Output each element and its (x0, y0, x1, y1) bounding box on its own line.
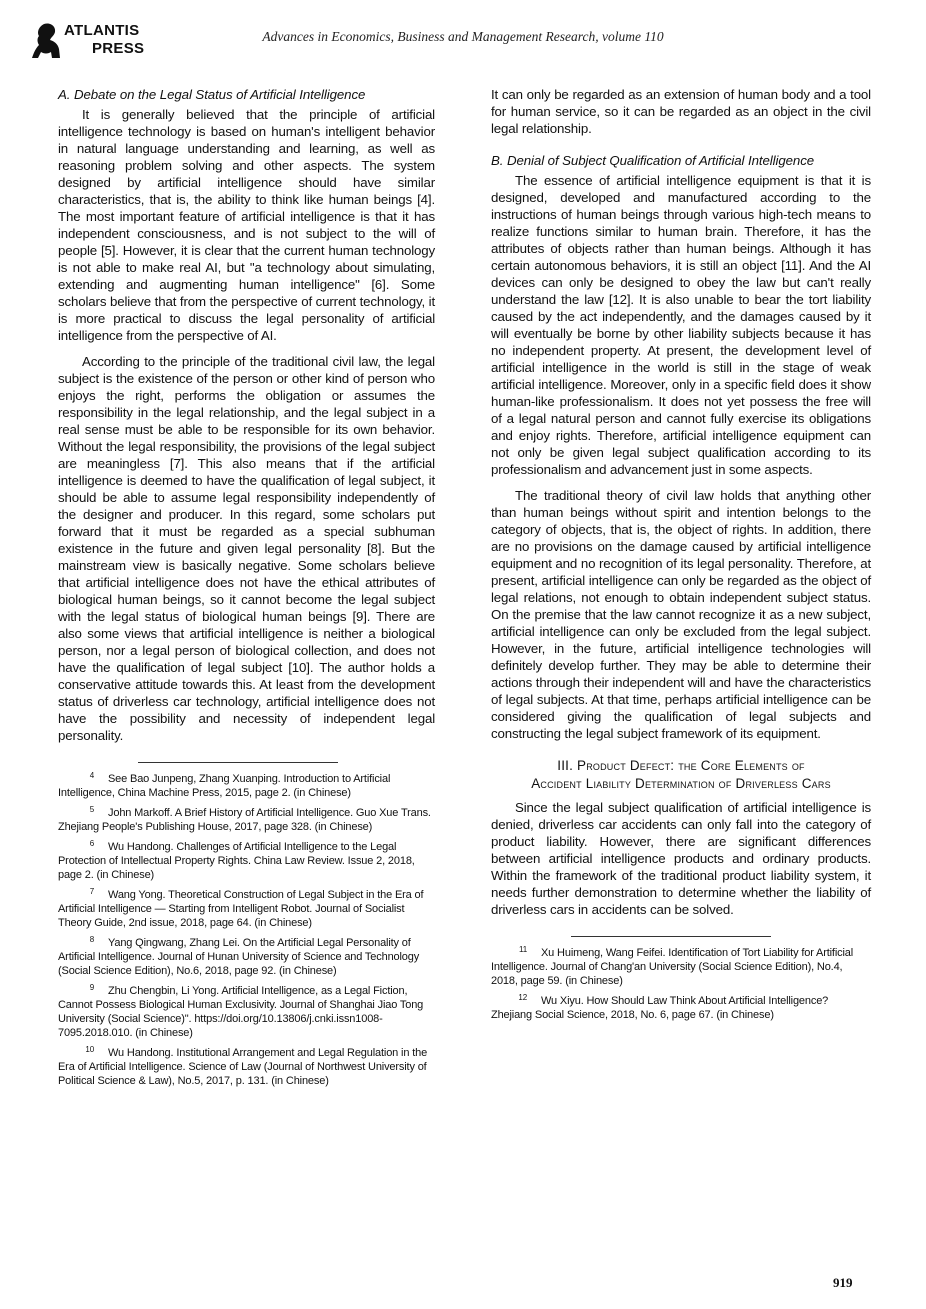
left-column (58, 86, 435, 1091)
logo-line-2: PRESS (92, 40, 145, 57)
footnote-divider (138, 762, 338, 763)
footnote: $^4$ See Bao Junpeng, Zhang Xuanping. Introduction to Artificial Intelligence, China Machine Press, 2015, page 2. (in Chinese) (58, 771, 391, 799)
footnote: $^9$ Zhu Chengbin, Li Yong. Artificial Intelligence, as a Legal Fiction, Cannot Possess Biological Human Exclusivity. Journal of Shanghai Jiao Tong University (Social Science)". https://doi.org/10.13806/j.cnki.issn1008-7095.2018.010. (in Chinese) (58, 983, 424, 1039)
footnote: $^{12}$ Wu Xiyu. How Should Law Think About Artificial Intelligence? Zhejiang Social Science, 2018, No. 6, page 67. (in Chinese) (491, 993, 829, 1021)
page-number: 919 (833, 1275, 853, 1290)
paragraph: The traditional theory of civil law holds that anything other than human beings without spirit and intention belongs to the category of objects, that is, the object of rights. In addition, there are no provisions on the damage caused by artificial intelligence equipment and no recognition of its legal personality. Therefore, at present, artificial intelligence can only be regarded as the object of legal relations, not enough to obtain independent subject status. On the premise that the law cannot recognize it as a new subject, artificial intelligence can only be excluded from the legal subject. However, in the future, artificial intelligence technologies will definitely develop further. They may be able to determine their actions through their independent will and have the characteristics of legal subjects. At that time, perhaps artificial intelligence can be considered giving the qualification of legal subjects and constructing the legal subject framework of its equipment. (491, 488, 871, 741)
right-column (491, 86, 871, 1025)
chapter-heading-line-2: Accident Liability Determination of Driverless Cars (531, 776, 831, 791)
running-header: Advances in Economics, Business and Management Research, volume 110 (262, 29, 664, 44)
footnote-divider (571, 936, 771, 937)
paragraph: Since the legal subject qualification of artificial intelligence is denied, driverless car accidents can only fall into the category of product liability. However, there are significant differences between artificial intelligence products and ordinary products. Within the framework of the traditional product liability system, it needs further demonstration to determine whether the liability of driverless cars in accidents can be solved. (491, 800, 871, 917)
paragraph: It can only be regarded as an extension of human body and a tool for human service, so it can be regarded as an object in the civil legal relationship. (491, 87, 871, 136)
paragraph: It is generally believed that the principle of artificial intelligence technology is based on human's intelligent behavior in natural language understanding and learning, as well as reasoning problem solving and other aspects. The system designed by artificial intelligence should have similar characteristics, that is, the ability to think like human beings [4]. The most important feature of artificial intelligence is that it has independent consciousness, and is not subject to the will of people [5]. However, it is clear that the current human technology is not able to make real AI, but "a technology about simulating, extending and augmenting human intelligence" [6]. Some scholars believe that from the perspective of current technology, it is more practical to discuss the legal personality of artificial intelligence from the perspective of AI. (58, 107, 435, 343)
footnote: $^8$ Yang Qingwang, Zhang Lei. On the Artificial Legal Personality of Artificial Intelligence. Journal of Hunan University of Science and Technology (Social Science Edition), No.6, 2018, page 92. (in Chinese) (58, 935, 420, 977)
section-a-heading: A. Debate on the Legal Status of Artificial Intelligence (58, 87, 366, 102)
footnote: $^5$ John Markoff. A Brief History of Artificial Intelligence. Guo Xue Trans. Zhejiang People's Publishing House, 2017, page 328. (in Chinese) (58, 805, 431, 833)
paragraph: The essence of artificial intelligence equipment is that it is designed, developed and manufactured according to the instructions of human beings through various high-tech means to realize functions similar to human brain. Therefore, it has the attributes of objects rather than human beings. Although it has certain autonomous behaviors, it is still an object [11]. And the AI devices can only be designed to obey the law but can't really understand the law [12]. It is also unable to bear the tort liability caused by the act independently, and the damages caused by it will eventually be borne by other liability subjects because it has no independent property. At present, the development level of artificial intelligence in the world is still in the stage of weak artificial intelligence. Moreover, only in a specific field does it show human-like professionalism. It does not yet possess the free will of a legal natural person and cannot fully exercise its obligations and enjoy rights. Therefore, artificial intelligence equipment can not only be given legal subject qualification according to its professionalism and advancement just in some aspects. (491, 173, 871, 477)
footnote-list (58, 769, 435, 1088)
footnote: $^{11}$ Xu Huimeng, Wang Feifei. Identification of Tort Liability for Artificial Intelligence. Journal of Chang'an University (Social Science Edition), No.4, 2018, page 59. (in Chinese) (491, 945, 854, 987)
paragraph: According to the principle of the traditional civil law, the legal subject is the existence of the person or other kind of person who enjoys the right, performs the obligation or assumes the responsibility in the legal relationship, and the legal subject in a real sense must be able to be responsible for its own behavior. Without the legal responsibility, the provisions of the legal subject are meaningless [7]. This also means that if the artificial intelligence is deemed to have the qualification of legal subject, it should be able to assume legal responsibility independently of the designer and producer. In this regard, some scholars put forward that it must be regarded as a special subhuman existence in the future and given legal personality [8]. But the mainstream view is basically negative. Some scholars believe that artificial intelligence does not have the ethical attributes of biological human beings, so it cannot become the legal subject with the legal status of biological human beings [9]. There are also some views that artificial intelligence is neither a biological person, nor a legal person of biological collection, and does not have the qualification of legal subject [10]. The author holds a conservative attitude towards this. At least from the development status of driverless car technology, artificial intelligence does not have the possibility and necessity of independent legal personality. (58, 354, 435, 743)
footnote-list (491, 943, 871, 1022)
logo-line-1: ATLANTIS (64, 22, 140, 39)
footnote: $^{10}$ Wu Handong. Institutional Arrangement and Legal Regulation in the Era of Artificial Intelligence. Science of Law (Journal of Northwest University of Political Science & Law), No.5, 2017, p. 131. (in Chinese) (58, 1045, 428, 1087)
footnote: $^6$ Wu Handong. Challenges of Artificial Intelligence to the Legal Protection of Intellectual Property Rights. China Law Review. Issue 2, 2018, page 2. (in Chinese) (58, 839, 415, 881)
footnote: $^7$ Wang Yong. Theoretical Construction of Legal Subject in the Era of Artificial Intelligence — Starting from Intelligent Robot. Journal of Socialist Theory Guide, 2nd issue, 2018, page 64. (in Chinese) (58, 887, 424, 929)
section-b-heading: B. Denial of Subject Qualification of Artificial Intelligence (491, 153, 815, 168)
chapter-heading: III. Product Defect: the Core Elements of (557, 758, 805, 773)
